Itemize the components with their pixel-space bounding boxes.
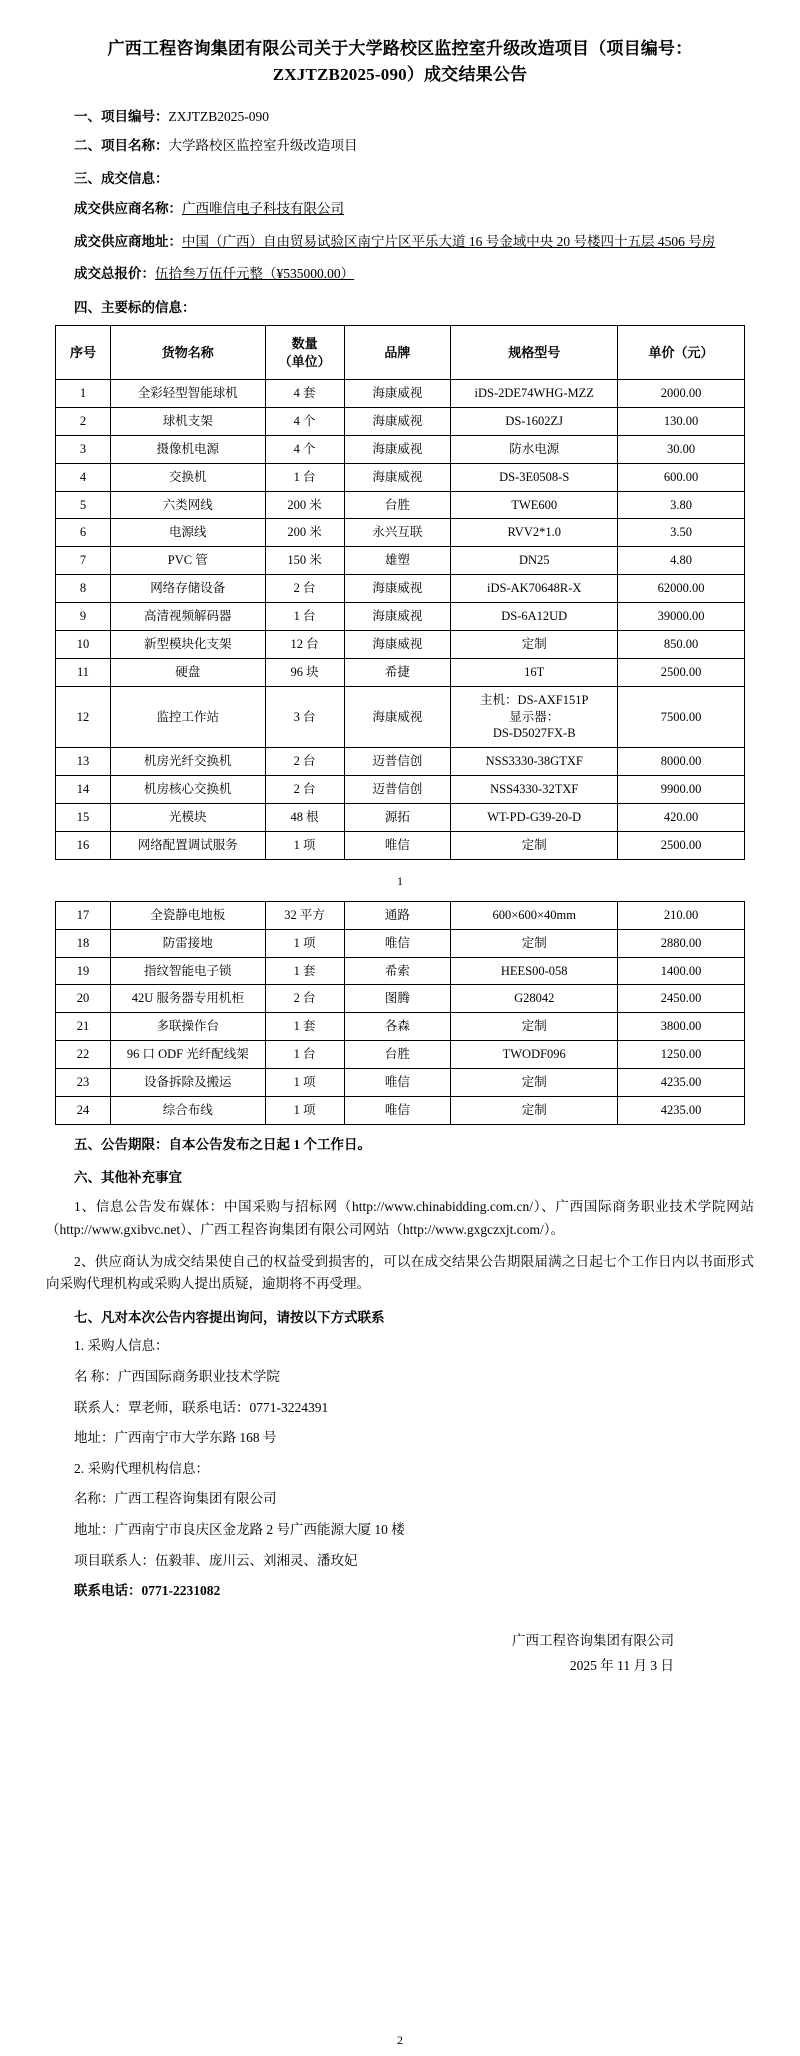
cell-price: 62000.00 (618, 575, 745, 603)
table-row (56, 686, 745, 748)
cell-name: 指纹智能电子锁 (110, 957, 265, 985)
cell-price: 8000.00 (618, 748, 745, 776)
cell-model: NSS3330-38GTXF (451, 748, 618, 776)
goods-table-body-page2 (56, 901, 745, 1124)
table-row (56, 407, 745, 435)
supplier-address-label: 成交供应商地址： (74, 233, 182, 249)
cell-model: DS-6A12UD (451, 603, 618, 631)
cell-name: 摄像机电源 (110, 435, 265, 463)
cell-qty: 3 台 (265, 686, 344, 748)
cell-price: 130.00 (618, 407, 745, 435)
cell-model: G28042 (451, 985, 618, 1013)
table-row (56, 957, 745, 985)
cell-model-line: DS-D5027FX-B (492, 726, 576, 741)
cell-no: 9 (56, 603, 111, 631)
cell-model: 定制 (451, 1069, 618, 1097)
cell-brand: 迈普信创 (344, 776, 451, 804)
cell-model: RVV2*1.0 (451, 519, 618, 547)
cell-qty: 150 米 (265, 547, 344, 575)
cell-model: DS-1602ZJ (451, 407, 618, 435)
cell-qty: 1 套 (265, 957, 344, 985)
result-section-heading: 三、成交信息： (74, 171, 169, 187)
signature-block (46, 1628, 754, 1679)
table-row (56, 547, 745, 575)
cell-no: 5 (56, 491, 111, 519)
cell-qty: 4 个 (265, 407, 344, 435)
cell-no: 13 (56, 748, 111, 776)
cell-qty: 1 台 (265, 463, 344, 491)
project-name-value: 大学路校区监控室升级改造项目 (168, 137, 358, 153)
header-no: 序号 (56, 325, 111, 379)
table-row (56, 435, 745, 463)
cell-no: 4 (56, 463, 111, 491)
cell-price: 1400.00 (618, 957, 745, 985)
cell-qty: 1 台 (265, 603, 344, 631)
cell-brand: 海康威视 (344, 407, 451, 435)
cell-model: NSS4330-32TXF (451, 776, 618, 804)
cell-qty: 4 套 (265, 380, 344, 408)
cell-qty: 1 项 (265, 929, 344, 957)
cell-name: 网络配置调试服务 (110, 831, 265, 859)
cell-brand: 雄塑 (344, 547, 451, 575)
cell-name: 全彩轻型智能球机 (110, 380, 265, 408)
cell-price: 2880.00 (618, 929, 745, 957)
table-row (56, 658, 745, 686)
cell-price: 7500.00 (618, 686, 745, 748)
goods-table-header (56, 325, 745, 379)
cell-qty: 1 项 (265, 1096, 344, 1124)
goods-table-page2 (55, 901, 745, 1125)
cell-name: 新型模块化支架 (110, 630, 265, 658)
cell-qty: 12 台 (265, 630, 344, 658)
cell-price: 4.80 (618, 547, 745, 575)
cell-brand: 海康威视 (344, 686, 451, 748)
cell-price: 3.50 (618, 519, 745, 547)
cell-qty: 2 台 (265, 748, 344, 776)
cell-brand: 海康威视 (344, 463, 451, 491)
cell-brand: 希捷 (344, 658, 451, 686)
cell-brand: 唯信 (344, 1096, 451, 1124)
cell-model-line: 主机：DS-AXF151P (480, 692, 589, 707)
table-row (56, 491, 745, 519)
cell-qty: 200 米 (265, 491, 344, 519)
other-matters-item-2: 2、供应商认为成交结果使自己的权益受到损害的，可以在成交结果公告期限届满之日起七个工作日内以书面形式向采购代理机构或采购人提出质疑，逾期将不再受理。 (46, 1253, 754, 1292)
page-number-second: 2 (397, 2033, 403, 2047)
cell-price: 9900.00 (618, 776, 745, 804)
cell-no: 2 (56, 407, 111, 435)
supplier-address-line (74, 231, 754, 253)
cell-no: 10 (56, 630, 111, 658)
table-row (56, 985, 745, 1013)
cell-name: 全瓷静电地板 (110, 901, 265, 929)
goods-table-body-page1 (56, 380, 745, 860)
cell-no: 16 (56, 831, 111, 859)
purchaser-contact-person: 联系人：覃老师，联系电话：0771-3224391 (74, 1399, 329, 1415)
cell-model: 定制 (451, 1013, 618, 1041)
cell-price: 2000.00 (618, 380, 745, 408)
cell-no: 3 (56, 435, 111, 463)
cell-model (451, 686, 618, 748)
cell-no: 8 (56, 575, 111, 603)
cell-name: 机房光纤交换机 (110, 748, 265, 776)
cell-brand: 海康威视 (344, 630, 451, 658)
agency-name: 名称：广西工程咨询集团有限公司 (74, 1491, 277, 1507)
cell-model: WT-PD-G39-20-D (451, 804, 618, 832)
cell-brand: 唯信 (344, 831, 451, 859)
purchaser-address: 地址：广西南宁市大学东路 168 号 (74, 1430, 277, 1446)
table-row (56, 463, 745, 491)
cell-no: 18 (56, 929, 111, 957)
project-number-value: ZXJTZB2025-090 (168, 108, 269, 124)
cell-price: 39000.00 (618, 603, 745, 631)
project-number-label: 一、项目编号： (74, 108, 169, 124)
cell-name: 电源线 (110, 519, 265, 547)
cell-name: 机房核心交换机 (110, 776, 265, 804)
table-row (56, 519, 745, 547)
cell-price: 2500.00 (618, 658, 745, 686)
cell-qty: 48 根 (265, 804, 344, 832)
agency-phone: 联系电话：0771-2231082 (74, 1583, 221, 1599)
cell-model: HEES00-058 (451, 957, 618, 985)
header-qty-line1: 数量 (291, 335, 318, 351)
table-row (56, 929, 745, 957)
cell-name: 光模块 (110, 804, 265, 832)
cell-model: 600×600×40mm (451, 901, 618, 929)
cell-brand: 永兴互联 (344, 519, 451, 547)
cell-price: 850.00 (618, 630, 745, 658)
total-amount-label: 成交总报价： (74, 266, 155, 282)
header-price: 单价（元） (618, 325, 745, 379)
signature-company: 广西工程咨询集团有限公司 (512, 1632, 674, 1648)
cell-model: iDS-2DE74WHG-MZZ (451, 380, 618, 408)
cell-model: 定制 (451, 929, 618, 957)
cell-model: DS-3E0508-S (451, 463, 618, 491)
cell-qty: 32 平方 (265, 901, 344, 929)
cell-no: 24 (56, 1096, 111, 1124)
cell-price: 3800.00 (618, 1013, 745, 1041)
notice-period-line: 五、公告期限：自本公告发布之日起 1 个工作日。 (74, 1136, 371, 1152)
agency-contact-person: 项目联系人：伍毅菲、庞川云、刘湘灵、潘玫妃 (74, 1552, 358, 1568)
cell-no: 19 (56, 957, 111, 985)
header-qty-line2: （单位） (278, 353, 331, 369)
table-row (56, 748, 745, 776)
cell-price: 420.00 (618, 804, 745, 832)
total-amount-line (74, 263, 754, 285)
table-row (56, 831, 745, 859)
cell-no: 14 (56, 776, 111, 804)
cell-model-line: 显示器： (509, 709, 560, 724)
cell-price: 2450.00 (618, 985, 745, 1013)
project-name-line (74, 136, 754, 156)
cell-name: PVC 管 (110, 547, 265, 575)
other-matters-heading: 六、其他补充事宜 (74, 1170, 182, 1186)
cell-brand: 海康威视 (344, 575, 451, 603)
cell-model: 定制 (451, 1096, 618, 1124)
goods-table-page1 (55, 325, 745, 860)
cell-no: 1 (56, 380, 111, 408)
cell-brand: 海康威视 (344, 380, 451, 408)
cell-qty: 1 项 (265, 831, 344, 859)
page-title: 广西工程咨询集团有限公司关于大学路校区监控室升级改造项目（项目编号：ZXJTZB2025-090）成交结果公告 (107, 39, 693, 85)
header-qty (265, 325, 344, 379)
cell-price: 2500.00 (618, 831, 745, 859)
table-row (56, 380, 745, 408)
cell-price: 600.00 (618, 463, 745, 491)
cell-brand: 唯信 (344, 929, 451, 957)
cell-qty: 1 项 (265, 1069, 344, 1097)
cell-no: 22 (56, 1041, 111, 1069)
table-header-row (56, 325, 745, 379)
project-number-line (74, 107, 754, 127)
table-row (56, 901, 745, 929)
cell-model: 16T (451, 658, 618, 686)
cell-price: 4235.00 (618, 1096, 745, 1124)
cell-qty: 2 台 (265, 776, 344, 804)
cell-name: 硬盘 (110, 658, 265, 686)
cell-no: 17 (56, 901, 111, 929)
cell-qty: 2 台 (265, 985, 344, 1013)
table-row (56, 1041, 745, 1069)
cell-brand: 希索 (344, 957, 451, 985)
cell-name: 网络存储设备 (110, 575, 265, 603)
cell-no: 15 (56, 804, 111, 832)
cell-name: 六类网线 (110, 491, 265, 519)
cell-model: 定制 (451, 831, 618, 859)
header-name: 货物名称 (110, 325, 265, 379)
table-row (56, 575, 745, 603)
other-matters-item-1: 1、信息公告发布媒体：中国采购与招标网（http://www.chinabidding.com.cn/）、广西国际商务职业技术学院网站（http://www.gxibvc.net）、广西工程咨询集团有限公司网站（http://www.gxgczxjt.com/）。 (46, 1199, 754, 1237)
cell-no: 23 (56, 1069, 111, 1097)
cell-name: 设备拆除及搬运 (110, 1069, 265, 1097)
cell-qty: 4 个 (265, 435, 344, 463)
cell-brand: 海康威视 (344, 435, 451, 463)
supplier-address-value: 中国（广西）自由贸易试验区南宁片区平乐大道 16 号金域中央 20 号楼四十五层 4506 号房 (182, 233, 716, 249)
table-row (56, 776, 745, 804)
agency-address: 地址：广西南宁市良庆区金龙路 2 号广西能源大厦 10 楼 (74, 1522, 405, 1538)
cell-brand: 海康威视 (344, 603, 451, 631)
cell-name: 多联操作台 (110, 1013, 265, 1041)
contact-heading: 七、凡对本次公告内容提出询问，请按以下方式联系 (74, 1310, 385, 1326)
cell-no: 21 (56, 1013, 111, 1041)
cell-qty: 2 台 (265, 575, 344, 603)
cell-brand: 台胜 (344, 491, 451, 519)
cell-name: 96 口 ODF 光纤配线架 (110, 1041, 265, 1069)
cell-price: 4235.00 (618, 1069, 745, 1097)
cell-no: 7 (56, 547, 111, 575)
table-row (56, 1013, 745, 1041)
table-row (56, 804, 745, 832)
cell-no: 6 (56, 519, 111, 547)
signature-date: 2025 年 11 月 3 日 (569, 1658, 674, 1674)
cell-brand: 各森 (344, 1013, 451, 1041)
cell-name: 监控工作站 (110, 686, 265, 748)
cell-name: 综合布线 (110, 1096, 265, 1124)
header-model: 规格型号 (451, 325, 618, 379)
page-number-first: 1 (397, 873, 403, 888)
cell-qty: 200 米 (265, 519, 344, 547)
supplier-name-label: 成交供应商名称： (74, 201, 182, 217)
agency-heading: 2. 采购代理机构信息： (74, 1460, 209, 1476)
cell-qty: 1 台 (265, 1041, 344, 1069)
cell-price: 1250.00 (618, 1041, 745, 1069)
header-brand: 品牌 (344, 325, 451, 379)
supplier-name-value: 广西唯信电子科技有限公司 (182, 201, 344, 217)
cell-name: 防雷接地 (110, 929, 265, 957)
total-amount-value: 伍拾叁万伍仟元整（¥535000.00） (155, 266, 355, 282)
cell-no: 12 (56, 686, 111, 748)
cell-name: 42U 服务器专用机柜 (110, 985, 265, 1013)
cell-price: 3.80 (618, 491, 745, 519)
purchaser-name: 名 称：广西国际商务职业技术学院 (74, 1369, 280, 1385)
cell-model: TWE600 (451, 491, 618, 519)
cell-brand: 唯信 (344, 1069, 451, 1097)
supplier-name-line (74, 198, 754, 220)
cell-model: TWODF096 (451, 1041, 618, 1069)
purchaser-heading: 1. 采购人信息： (74, 1338, 169, 1354)
cell-brand: 图腾 (344, 985, 451, 1013)
cell-price: 210.00 (618, 901, 745, 929)
table-row (56, 630, 745, 658)
cell-name: 交换机 (110, 463, 265, 491)
cell-no: 20 (56, 985, 111, 1013)
cell-model: 防水电源 (451, 435, 618, 463)
cell-no: 11 (56, 658, 111, 686)
cell-name: 高清视频解码器 (110, 603, 265, 631)
cell-brand: 源拓 (344, 804, 451, 832)
cell-brand: 通路 (344, 901, 451, 929)
table-row (56, 1096, 745, 1124)
cell-model: iDS-AK70648R-X (451, 575, 618, 603)
table-row (56, 1069, 745, 1097)
cell-qty: 1 套 (265, 1013, 344, 1041)
cell-name: 球机支架 (110, 407, 265, 435)
cell-model: DN25 (451, 547, 618, 575)
project-name-label: 二、项目名称： (74, 137, 169, 153)
cell-price: 30.00 (618, 435, 745, 463)
cell-brand: 台胜 (344, 1041, 451, 1069)
cell-brand: 迈普信创 (344, 748, 451, 776)
table-row (56, 603, 745, 631)
main-items-heading: 四、主要标的信息： (74, 299, 196, 315)
cell-qty: 96 块 (265, 658, 344, 686)
cell-model: 定制 (451, 630, 618, 658)
